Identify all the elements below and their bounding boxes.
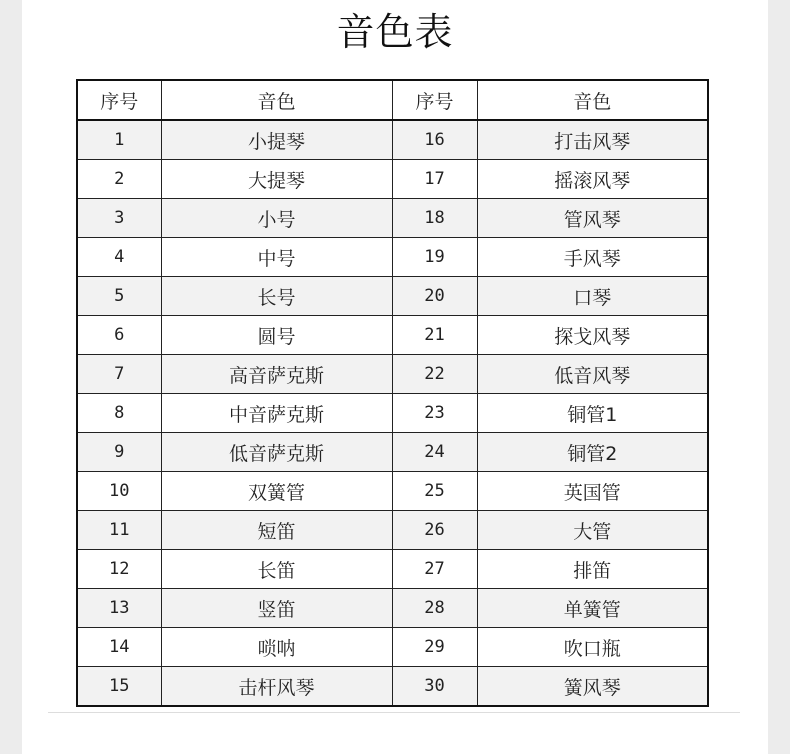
cell-number-right: 18 xyxy=(392,199,477,238)
table-row xyxy=(77,120,708,160)
cell-number-right: 28 xyxy=(392,589,477,628)
table-row xyxy=(77,628,708,667)
cell-timbre-right: 摇滚风琴 xyxy=(477,160,708,199)
table-row xyxy=(77,238,708,277)
cell-number-left: 8 xyxy=(77,394,161,433)
cell-timbre-left: 低音萨克斯 xyxy=(161,433,392,472)
table-row xyxy=(77,472,708,511)
cell-timbre-right: 探戈风琴 xyxy=(477,316,708,355)
cell-timbre-left: 双簧管 xyxy=(161,472,392,511)
cell-number-right: 22 xyxy=(392,355,477,394)
table-row xyxy=(77,667,708,707)
table-row xyxy=(77,394,708,433)
cell-timbre-right: 排笛 xyxy=(477,550,708,589)
cell-timbre-left: 圆号 xyxy=(161,316,392,355)
cell-number-right: 17 xyxy=(392,160,477,199)
cell-number-left: 2 xyxy=(77,160,161,199)
cell-timbre-left: 大提琴 xyxy=(161,160,392,199)
header-timbre-right: 音色 xyxy=(477,80,708,120)
cell-timbre-right: 簧风琴 xyxy=(477,667,708,707)
timbre-table xyxy=(76,79,709,707)
cell-timbre-right: 打击风琴 xyxy=(477,120,708,160)
table-row xyxy=(77,355,708,394)
table-header-row xyxy=(77,80,708,120)
cell-timbre-left: 高音萨克斯 xyxy=(161,355,392,394)
cell-number-left: 9 xyxy=(77,433,161,472)
table-row xyxy=(77,199,708,238)
page-title: 音色表 xyxy=(336,10,454,54)
cell-timbre-right: 大管 xyxy=(477,511,708,550)
cell-number-right: 30 xyxy=(392,667,477,707)
cell-number-right: 19 xyxy=(392,238,477,277)
cell-timbre-right: 铜管1 xyxy=(477,394,708,433)
table-row xyxy=(77,433,708,472)
cell-number-right: 23 xyxy=(392,394,477,433)
cell-timbre-right: 吹口瓶 xyxy=(477,628,708,667)
table-body xyxy=(77,120,708,706)
cell-number-left: 6 xyxy=(77,316,161,355)
cell-number-right: 29 xyxy=(392,628,477,667)
cell-number-left: 10 xyxy=(77,472,161,511)
header-number-right: 序号 xyxy=(392,80,477,120)
table-row xyxy=(77,550,708,589)
table-row xyxy=(77,316,708,355)
cell-timbre-right: 口琴 xyxy=(477,277,708,316)
cell-timbre-left: 中号 xyxy=(161,238,392,277)
cell-timbre-right: 单簧管 xyxy=(477,589,708,628)
cell-timbre-right: 手风琴 xyxy=(477,238,708,277)
cell-number-right: 21 xyxy=(392,316,477,355)
cell-number-left: 3 xyxy=(77,199,161,238)
cell-number-left: 13 xyxy=(77,589,161,628)
header-timbre-left: 音色 xyxy=(161,80,392,120)
table-row xyxy=(77,160,708,199)
header-number-left: 序号 xyxy=(77,80,161,120)
cell-timbre-left: 小号 xyxy=(161,199,392,238)
table-row xyxy=(77,511,708,550)
cell-number-right: 24 xyxy=(392,433,477,472)
cell-number-left: 7 xyxy=(77,355,161,394)
footer-divider xyxy=(48,712,740,713)
cell-number-right: 16 xyxy=(392,120,477,160)
cell-number-left: 15 xyxy=(77,667,161,707)
cell-number-right: 27 xyxy=(392,550,477,589)
cell-number-left: 1 xyxy=(77,120,161,160)
cell-timbre-left: 击杆风琴 xyxy=(161,667,392,707)
cell-number-left: 14 xyxy=(77,628,161,667)
cell-timbre-left: 长笛 xyxy=(161,550,392,589)
cell-number-right: 26 xyxy=(392,511,477,550)
cell-number-left: 12 xyxy=(77,550,161,589)
cell-timbre-left: 竖笛 xyxy=(161,589,392,628)
cell-timbre-left: 唢呐 xyxy=(161,628,392,667)
cell-number-left: 4 xyxy=(77,238,161,277)
cell-number-left: 11 xyxy=(77,511,161,550)
cell-timbre-left: 中音萨克斯 xyxy=(161,394,392,433)
cell-number-left: 5 xyxy=(77,277,161,316)
cell-number-right: 25 xyxy=(392,472,477,511)
cell-timbre-right: 英国管 xyxy=(477,472,708,511)
cell-timbre-left: 小提琴 xyxy=(161,120,392,160)
cell-timbre-left: 短笛 xyxy=(161,511,392,550)
cell-timbre-right: 管风琴 xyxy=(477,199,708,238)
cell-timbre-left: 长号 xyxy=(161,277,392,316)
table-row xyxy=(77,589,708,628)
cell-number-right: 20 xyxy=(392,277,477,316)
cell-timbre-right: 铜管2 xyxy=(477,433,708,472)
cell-timbre-right: 低音风琴 xyxy=(477,355,708,394)
table-row xyxy=(77,277,708,316)
